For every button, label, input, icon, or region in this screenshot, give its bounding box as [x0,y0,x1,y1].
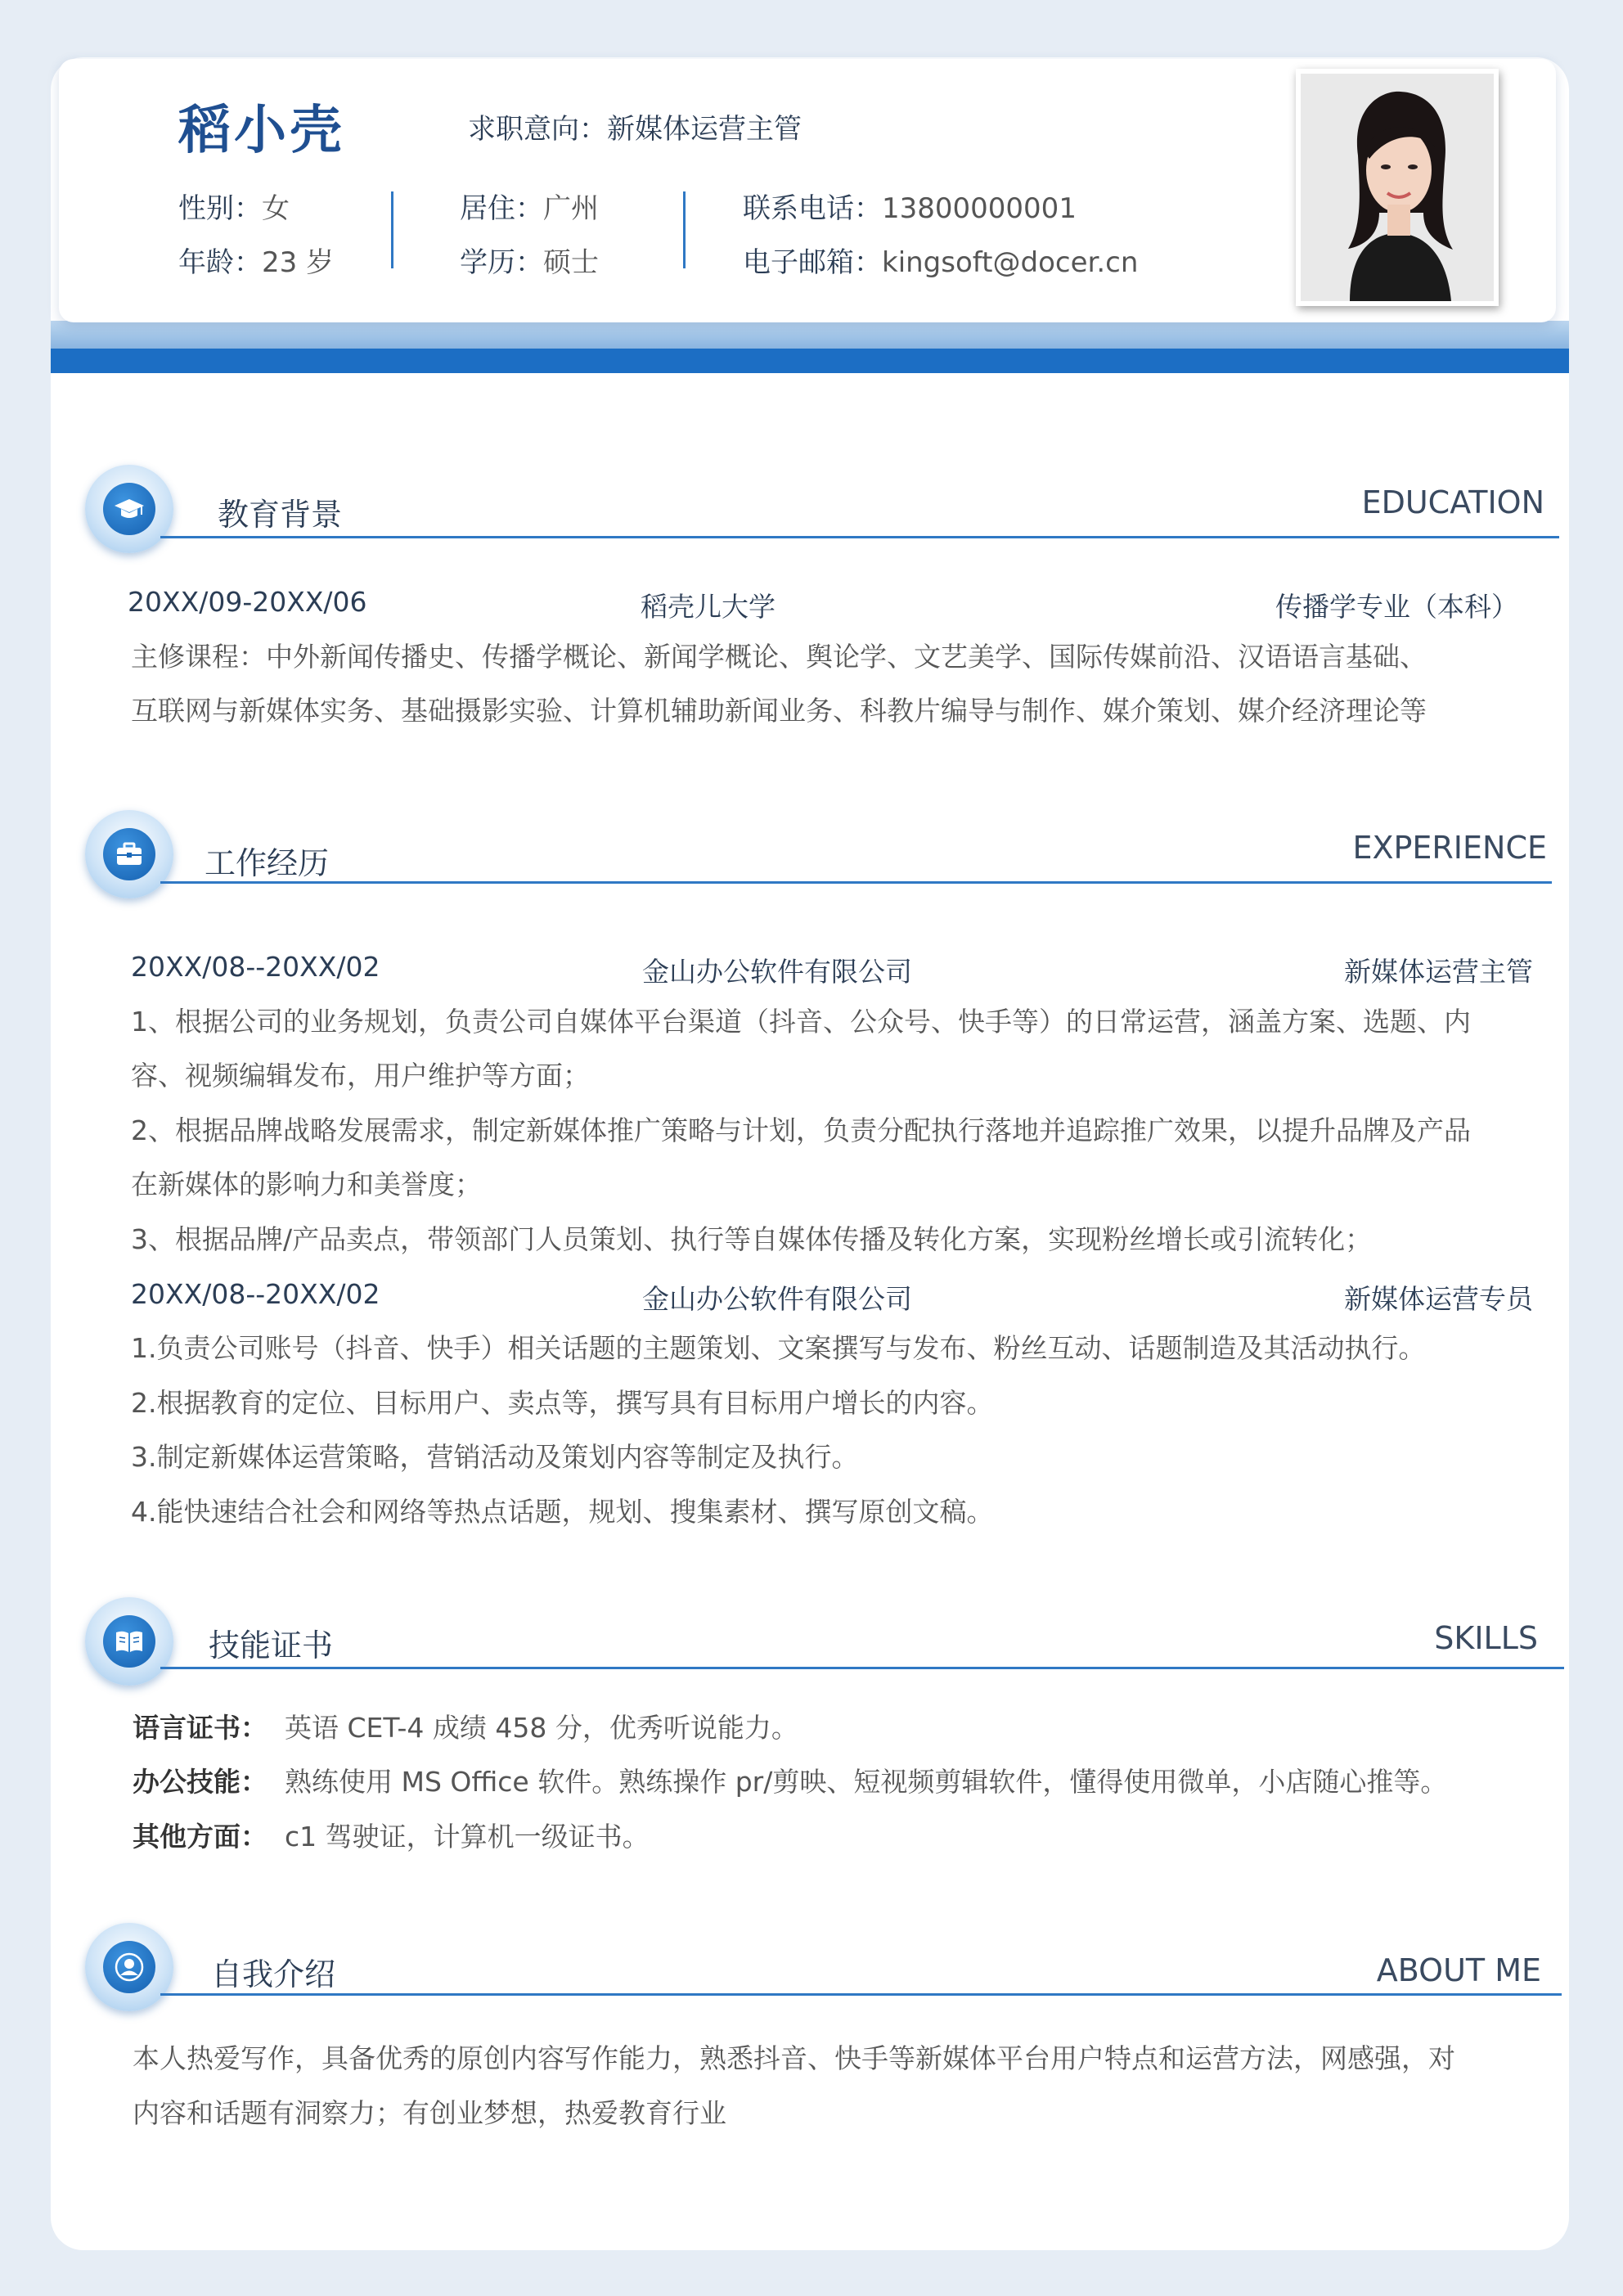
info-col-personal [178,182,334,290]
skill-label: 办公技能： [133,1766,268,1798]
skills-title: 技能证书 [209,1627,334,1663]
candidate-name: 稻小壳 [178,101,345,161]
residence-label: 居住： [460,192,543,225]
portrait-image [1301,74,1494,301]
education-period: 20XX/09-20XX/06 [128,586,367,618]
job-position: 新媒体运营专员 [1344,1283,1533,1315]
education-section-icon [85,465,173,553]
experience-divider [160,881,1552,884]
job-duty-line: 1、根据公司的业务规划，负责公司自媒体平台渠道（抖音、公众号、快手等）的日常运营，涵盖方案、选题、内 [131,1006,1471,1038]
skill-item [133,1810,650,1864]
education-school: 稻壳儿大学 [641,591,776,623]
education-courses-line: 互联网与新媒体实务、基础摄影实验、计算机辅助新闻业务、科教片编导与制作、媒介策划、媒介经济理论等 [131,695,1427,727]
skill-item [133,1701,798,1755]
age-label: 年龄： [178,246,262,279]
header-card [59,59,1556,322]
job-period: 20XX/08--20XX/02 [131,1278,380,1310]
skill-value: c1 驾驶证，计算机一级证书。 [284,1821,650,1853]
job-intent-value: 新媒体运营主管 [607,113,802,146]
job-duty-line: 3、根据品牌/产品卖点，带领部门人员策划、执行等自媒体传播及转化方案，实现粉丝增长或引流转化； [131,1223,1373,1255]
skills-title-en: SKILLS [1434,1620,1538,1656]
skill-value: 熟练使用 MS Office 软件。熟练操作 pr/剪映、短视频剪辑软件，懂得使用微单，小店随心推等。 [284,1766,1448,1798]
about-section-icon [85,1923,173,2011]
book-icon [113,1625,146,1658]
header-band-light [51,321,1569,349]
experience-title: 工作经历 [205,845,330,881]
job-duty-line: 4.能快速结合社会和网络等热点话题，规划、搜集素材、撰写原创文稿。 [131,1496,994,1528]
about-text-line: 内容和话题有洞察力；有创业梦想，热爱教育行业 [133,2097,726,2129]
education-title: 教育背景 [218,497,343,533]
job-intent [468,106,802,146]
experience-title-en: EXPERIENCE [1352,830,1547,866]
gender-value: 女 [262,192,290,225]
divider [683,191,686,268]
about-divider [160,1993,1562,1996]
experience-section-icon [85,810,173,898]
education-title-en: EDUCATION [1361,484,1544,520]
header-band-dark [51,349,1569,373]
job-period: 20XX/08--20XX/02 [131,951,380,983]
phone-value: 13800000001 [882,192,1077,225]
job-company: 金山办公软件有限公司 [642,956,912,988]
job-duty-line: 在新媒体的影响力和美誉度； [131,1168,482,1200]
graduation-cap-icon [113,493,146,525]
job-intent-label: 求职意向： [468,113,607,146]
education-value: 硕士 [543,246,599,279]
gender-label: 性别： [178,192,262,225]
info-col-contact [743,182,1138,290]
skill-value: 英语 CET-4 成绩 458 分，优秀听说能力。 [284,1712,798,1744]
education-courses-line: 主修课程：中外新闻传播史、传播学概论、新闻学概论、舆论学、文艺美学、国际传媒前沿、汉语语言基础、 [131,641,1427,673]
about-text-line: 本人热爱写作，具备优秀的原创内容写作能力，熟悉抖音、快手等新媒体平台用户特点和运营方法，网感强，对 [133,2042,1455,2074]
email-label: 电子邮箱： [743,246,882,279]
divider [391,191,393,268]
skills-section-icon [85,1597,173,1686]
skill-item [133,1755,1447,1809]
age-value: 23 岁 [262,246,335,279]
job-duty-line: 容、视频编辑发布，用户维护等方面； [131,1060,590,1092]
job-duty-line: 1.负责公司账号（抖音、快手）相关话题的主题策划、文案撰写与发布、粉丝互动、话题制造及其活动执行。 [131,1332,1426,1364]
about-title: 自我介绍 [211,1956,336,1992]
job-company: 金山办公软件有限公司 [642,1283,912,1315]
skill-label: 语言证书： [133,1712,268,1744]
phone-label: 联系电话： [743,192,882,225]
education-divider [160,536,1559,538]
job-duty-line: 2.根据教育的定位、目标用户、卖点等，撰写具有目标用户增长的内容。 [131,1387,994,1419]
skills-divider [160,1667,1564,1669]
job-duty-line: 2、根据品牌战略发展需求，制定新媒体推广策略与计划，负责分配执行落地并追踪推广效果，以提升品牌及产品 [131,1114,1471,1146]
education-label: 学历： [460,246,543,279]
briefcase-icon [113,838,146,871]
skill-label: 其他方面： [133,1821,268,1853]
email-value: kingsoft@docer.cn [882,246,1139,279]
residence-value: 广州 [543,192,599,225]
profile-photo [1296,69,1499,306]
user-icon [113,1951,146,1983]
about-title-en: ABOUT ME [1376,1952,1541,1988]
education-major: 传播学专业（本科） [1275,591,1518,623]
job-position: 新媒体运营主管 [1344,956,1533,988]
job-duty-line: 3.制定新媒体运营策略，营销活动及策划内容等制定及执行。 [131,1441,859,1473]
info-col-location [460,182,599,290]
